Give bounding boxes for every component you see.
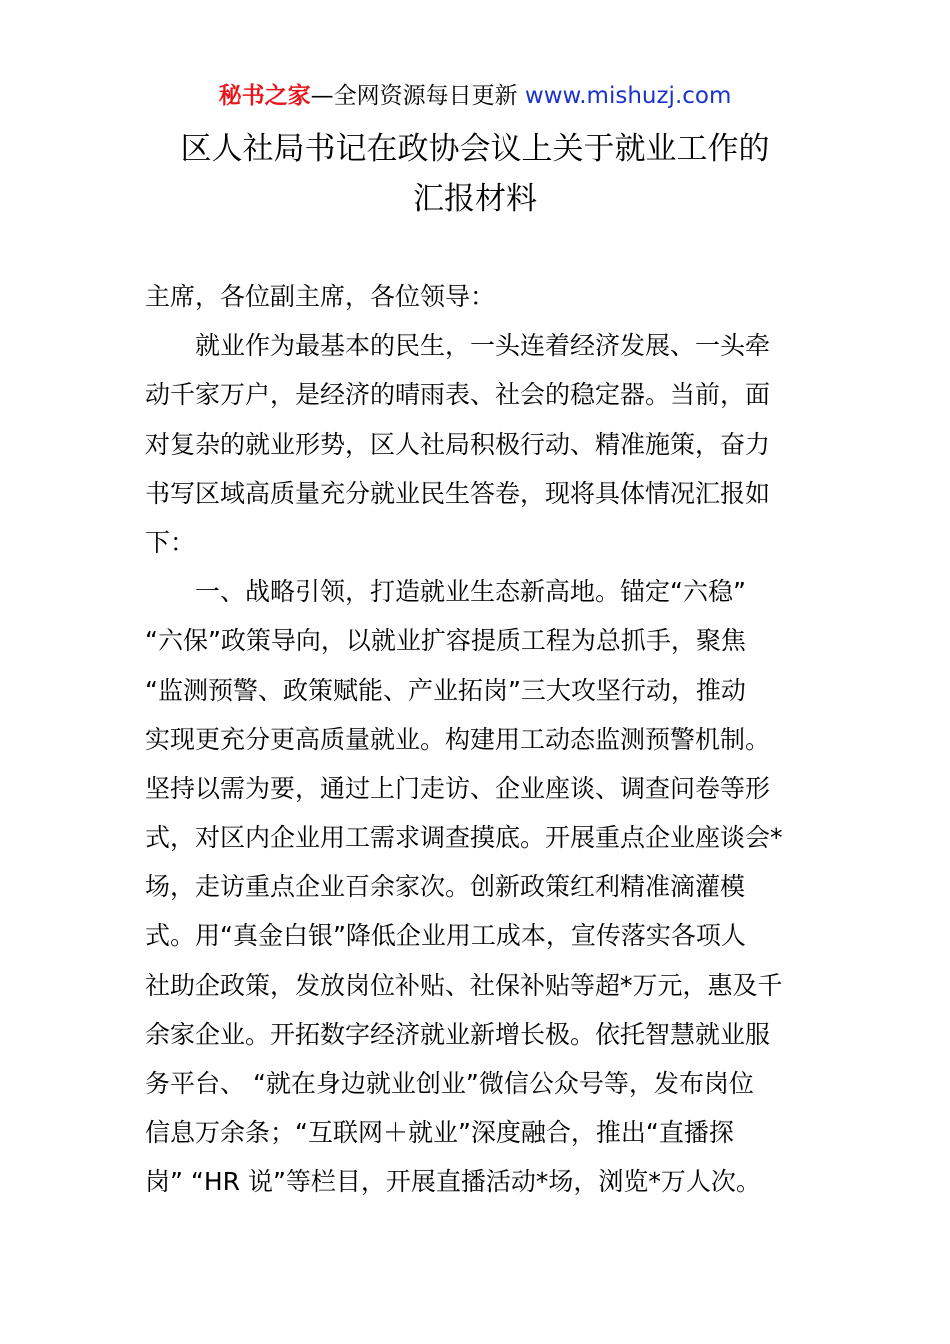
body-line: 式，对区内企业用工需求调查摸底。开展重点企业座谈会* (145, 823, 783, 853)
body-line: 信息万余条；“互联网＋就业”深度融合，推出“直播探 (145, 1118, 734, 1148)
title-line-1: 区人社局书记在政协会议上关于就业工作的 (180, 131, 770, 167)
body-line: 场，走访重点企业百余家次。创新政策红利精准滴灌模 (145, 872, 746, 902)
brand-name: 秘书之家 (218, 83, 311, 109)
body-line: 坚持以需为要，通过上门走访、企业座谈、调查问卷等形 (145, 773, 771, 803)
document-title (0, 124, 950, 224)
body-line: 就业作为最基本的民生，一头连着经济发展、一头牵 (145, 331, 771, 361)
site-url-link[interactable]: www.mishuzj.com (524, 83, 732, 109)
body-line: 动千家万户，是经济的晴雨表、社会的稳定器。当前，面 (145, 380, 771, 410)
document-body (145, 272, 807, 1207)
body-line: 式。用“真金白银”降低企业用工成本，宣传落实各项人 (145, 921, 746, 951)
body-line: 务平台、 “就在身边就业创业”微信公众号等，发布岗位 (145, 1069, 754, 1098)
body-line: 对复杂的就业形势，区人社局积极行动、精准施策，奋力 (145, 429, 771, 459)
site-tagline: —全网资源每日更新 (310, 83, 518, 109)
body-line: 实现更充分更高质量就业。构建用工动态监测预警机制。 (145, 724, 771, 754)
body-line: 社助企政策，发放岗位补贴、社保补贴等超*万元，惠及千 (145, 970, 783, 1000)
body-line: 书写区域高质量充分就业民生答卷，现将具体情况汇报如 (145, 478, 771, 508)
salutation: 主席，各位副主席，各位领导： (145, 282, 496, 311)
body-line: 一、战略引领，打造就业生态新高地。锚定“六稳” (145, 577, 746, 607)
body-line: 岗” “HR 说”等栏目，开展直播活动*场，浏览*万人次。 (145, 1167, 761, 1197)
body-line: 下： (145, 527, 196, 557)
body-line: “六保”政策导向，以就业扩容提质工程为总抓手，聚焦 (145, 626, 746, 656)
body-line: 余家企业。开拓数字经济就业新增长极。依托智慧就业服 (145, 1019, 771, 1049)
title-line-2: 汇报材料 (413, 181, 537, 217)
site-header (0, 80, 950, 112)
body-line: “监测预警、政策赋能、产业拓岗”三大攻坚行动，推动 (145, 675, 746, 705)
